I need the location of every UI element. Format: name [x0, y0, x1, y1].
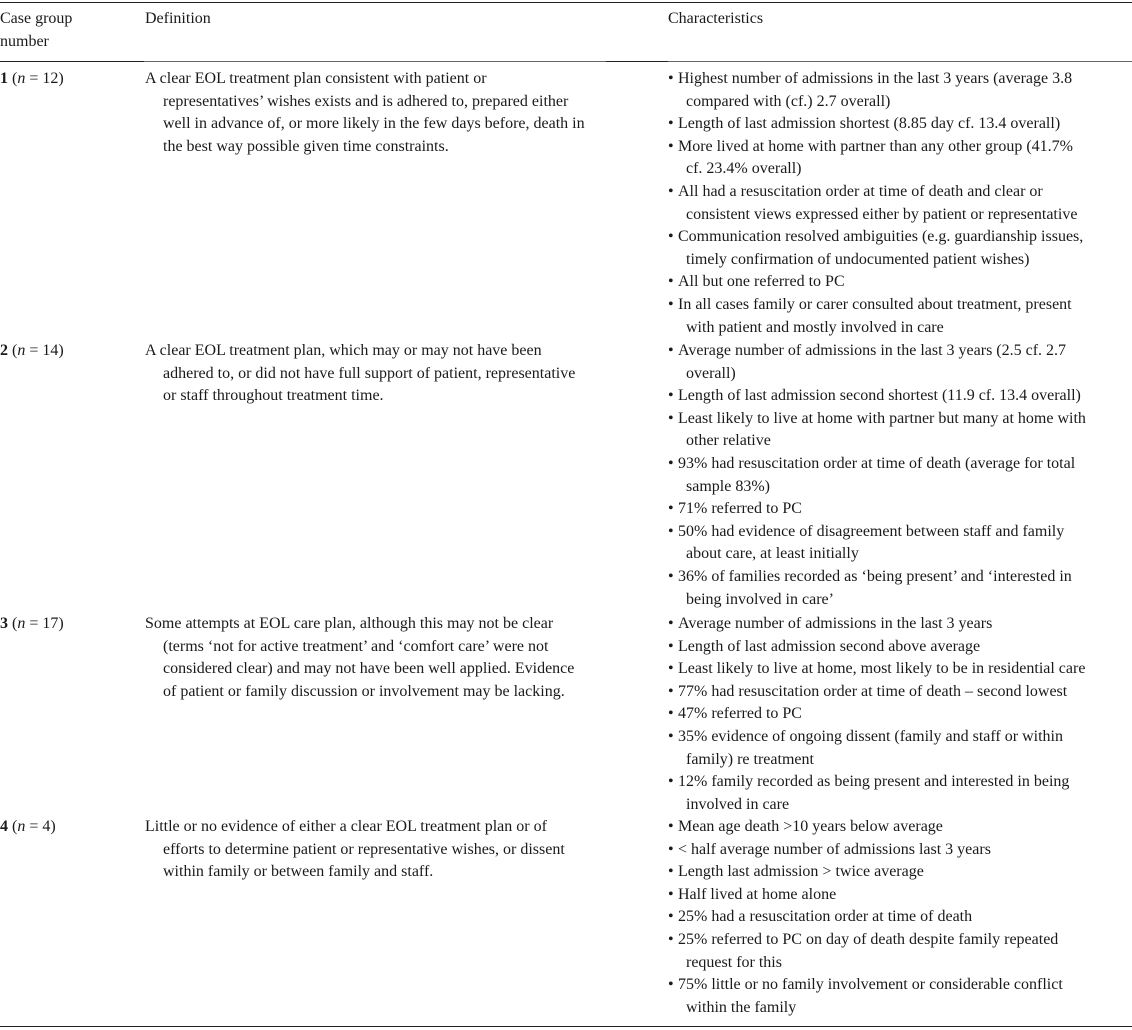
- characteristic-line: [668, 636, 1132, 659]
- characteristic-item: [668, 681, 1132, 704]
- characteristic-line: [668, 385, 1132, 408]
- bullet-icon: •: [668, 660, 674, 678]
- bullet-icon: •: [668, 342, 674, 359]
- bullet-icon: •: [668, 454, 674, 472]
- characteristic-item: [668, 385, 1132, 408]
- case-group-n-prefix: (: [8, 818, 18, 835]
- case-group-number: 3: [0, 615, 8, 632]
- characteristic-line: [668, 476, 1132, 499]
- characteristic-text: 36% of families recorded as ‘being present’ and ‘interested in: [678, 567, 1072, 585]
- characteristic-text: Length of last admission second above average: [678, 637, 981, 655]
- characteristic-item: [668, 771, 1132, 816]
- definition-line: A clear EOL treatment plan consistent with patient or: [145, 70, 487, 87]
- case-group-cell: [0, 816, 56, 839]
- characteristic-text: with patient and mostly involved in care: [686, 318, 944, 336]
- characteristic-line: [668, 294, 1132, 317]
- characteristic-item: [668, 884, 1132, 907]
- header-case-group: [0, 8, 120, 53]
- case-group-number: 1: [0, 70, 8, 87]
- characteristic-text: Half lived at home alone: [678, 885, 837, 903]
- bullet-icon: •: [668, 522, 674, 540]
- bullet-icon: •: [668, 773, 674, 791]
- characteristic-text: 47% referred to PC: [678, 705, 802, 723]
- characteristic-line: [668, 861, 1132, 884]
- characteristic-line: [668, 997, 1132, 1020]
- characteristic-text: overall): [686, 364, 736, 382]
- definition-line: or staff throughout treatment time.: [163, 387, 384, 405]
- characteristic-line: [668, 566, 1132, 589]
- definition-cell: [145, 68, 615, 158]
- bullet-icon: •: [668, 137, 674, 155]
- characteristic-line: [668, 794, 1132, 817]
- characteristic-item: [668, 294, 1132, 339]
- case-group-cell: [0, 68, 64, 91]
- characteristic-line: [668, 771, 1132, 794]
- characteristic-line: [668, 521, 1132, 544]
- bullet-icon: •: [668, 567, 674, 585]
- definition-line: considered clear) and may not have been well applied. Evidence: [163, 660, 575, 678]
- definition-cell: [145, 340, 615, 408]
- characteristic-text: All had a resuscitation order at time of death and clear or: [678, 182, 1043, 200]
- characteristics-cell: [668, 613, 1132, 816]
- characteristic-item: [668, 113, 1132, 136]
- table-top-rule: [0, 2, 1132, 3]
- characteristic-line: [668, 543, 1132, 566]
- bullet-icon: •: [668, 637, 674, 655]
- characteristic-item: [668, 340, 1132, 385]
- bullet-icon: •: [668, 273, 674, 291]
- characteristic-line: [668, 317, 1132, 340]
- definition-line: Some attempts at EOL care plan, although this may not be clear: [145, 615, 554, 632]
- characteristic-text: 93% had resuscitation order at time of death (average for total: [678, 454, 1076, 472]
- characteristic-line: [668, 929, 1132, 952]
- characteristic-item: [668, 906, 1132, 929]
- characteristic-text: involved in care: [686, 795, 790, 813]
- characteristic-text: within the family: [686, 998, 797, 1016]
- definition-line: Little or no evidence of either a clear EOL treatment plan or of: [145, 818, 547, 835]
- bullet-icon: •: [668, 727, 674, 745]
- characteristic-line: [668, 204, 1132, 227]
- characteristic-line: [668, 613, 1132, 636]
- characteristic-line: [668, 906, 1132, 929]
- characteristic-text: Least likely to live at home, most likely to be in residential care: [678, 660, 1086, 678]
- bullet-icon: •: [668, 840, 674, 858]
- characteristic-text: timely confirmation of undocumented patient wishes): [686, 250, 1030, 268]
- characteristic-line: [668, 703, 1132, 726]
- characteristic-text: sample 83%): [686, 477, 770, 495]
- case-group-number: 2: [0, 342, 8, 359]
- characteristic-text: Highest number of admissions in the last 3 years (average 3.8: [678, 70, 1073, 87]
- characteristic-line: [668, 430, 1132, 453]
- characteristic-text: Average number of admissions in the last 3 years (2.5 cf. 2.7: [678, 342, 1067, 359]
- characteristic-item: [668, 226, 1132, 271]
- characteristic-text: about care, at least initially: [686, 545, 859, 563]
- case-group-n-value: = 14): [25, 342, 64, 359]
- bullet-icon: •: [668, 115, 674, 133]
- characteristic-item: [668, 408, 1132, 453]
- definition-line: (terms ‘not for active treatment’ and ‘comfort care’ were not: [163, 637, 549, 655]
- characteristic-text: compared with (cf.) 2.7 overall): [686, 92, 891, 110]
- characteristic-text: Length of last admission shortest (8.85 day cf. 13.4 overall): [678, 115, 1061, 133]
- header-rule: [0, 61, 144, 62]
- characteristic-item: [668, 613, 1132, 636]
- characteristic-text: < half average number of admissions last 3 years: [678, 840, 991, 858]
- characteristic-line: [668, 498, 1132, 521]
- characteristic-line: [668, 363, 1132, 386]
- characteristic-item: [668, 974, 1132, 1019]
- characteristic-line: [668, 839, 1132, 862]
- characteristic-item: [668, 453, 1132, 498]
- characteristics-cell: [668, 816, 1132, 1019]
- bullet-icon: •: [668, 976, 674, 994]
- characteristic-item: [668, 498, 1132, 521]
- case-group-cell: [0, 340, 64, 363]
- characteristic-line: [668, 249, 1132, 272]
- case-group-number: 4: [0, 818, 8, 835]
- characteristic-item: [668, 521, 1132, 566]
- characteristic-text: 71% referred to PC: [678, 500, 802, 518]
- characteristic-line: [668, 749, 1132, 772]
- characteristic-line: [668, 884, 1132, 907]
- header-case-group-line2: number: [0, 32, 49, 50]
- characteristic-text: consistent views expressed either by patient or representative: [686, 205, 1078, 223]
- bullet-icon: •: [668, 500, 674, 518]
- case-group-n-prefix: (: [8, 615, 18, 632]
- characteristic-line: [668, 408, 1132, 431]
- characteristic-line: [668, 340, 1132, 363]
- characteristic-item: [668, 929, 1132, 974]
- characteristic-line: [668, 589, 1132, 612]
- definition-line: within family or between family and staff.: [163, 863, 434, 881]
- case-group-n-symbol: n: [17, 342, 26, 359]
- header-rule: [668, 61, 1132, 62]
- bullet-icon: •: [668, 818, 674, 835]
- characteristic-text: cf. 23.4% overall): [686, 160, 802, 178]
- characteristic-item: [668, 861, 1132, 884]
- characteristic-text: Communication resolved ambiguities (e.g. guardianship issues,: [678, 228, 1084, 246]
- case-group-n-value: = 4): [25, 818, 56, 835]
- characteristic-text: In all cases family or carer consulted about treatment, present: [678, 295, 1072, 313]
- bullet-icon: •: [668, 387, 674, 405]
- characteristic-text: 25% referred to PC on day of death despite family repeated: [678, 930, 1059, 948]
- characteristic-text: other relative: [686, 432, 771, 450]
- header-case-group-line1: Case group: [0, 10, 73, 27]
- definition-cell: [145, 613, 615, 703]
- bullet-icon: •: [668, 615, 674, 632]
- case-group-n-prefix: (: [8, 342, 18, 359]
- characteristic-line: [668, 113, 1132, 136]
- characteristic-item: [668, 68, 1132, 113]
- bullet-icon: •: [668, 409, 674, 427]
- table-bottom-rule: [0, 1026, 1132, 1027]
- characteristic-item: [668, 636, 1132, 659]
- characteristic-text: More lived at home with partner than any other group (41.7%: [678, 137, 1073, 155]
- definition-line: well in advance of, or more likely in the few days before, death in: [163, 115, 585, 133]
- characteristic-text: Length of last admission second shortest (11.9 cf. 13.4 overall): [678, 387, 1081, 405]
- definition-line: A clear EOL treatment plan, which may or may not have been: [145, 342, 542, 359]
- case-group-cell: [0, 613, 64, 636]
- characteristic-line: [668, 158, 1132, 181]
- characteristic-text: request for this: [686, 953, 782, 971]
- characteristic-line: [668, 271, 1132, 294]
- characteristic-line: [668, 136, 1132, 159]
- characteristic-line: [668, 952, 1132, 975]
- characteristic-line: [668, 453, 1132, 476]
- case-group-n-symbol: n: [17, 615, 26, 632]
- characteristic-text: Average number of admissions in the last 3 years: [678, 615, 993, 632]
- characteristic-text: 75% little or no family involvement or considerable conflict: [678, 976, 1063, 994]
- definition-line: the best way possible given time constraints.: [163, 137, 449, 155]
- characteristic-line: [668, 658, 1132, 681]
- case-group-n-prefix: (: [8, 70, 18, 87]
- bullet-icon: •: [668, 908, 674, 926]
- characteristic-item: [668, 839, 1132, 862]
- header-rule: [606, 61, 668, 62]
- characteristic-text: 35% evidence of ongoing dissent (family and staff or within: [678, 727, 1063, 745]
- characteristic-line: [668, 816, 1132, 839]
- characteristic-line: [668, 974, 1132, 997]
- definition-cell: [145, 816, 615, 884]
- characteristic-item: [668, 136, 1132, 181]
- definition-line: efforts to determine patient or representative wishes, or dissent: [163, 840, 565, 858]
- case-group-n-value: = 12): [25, 70, 64, 87]
- case-group-n-symbol: n: [17, 818, 26, 835]
- header-characteristics: Characteristics: [668, 10, 764, 27]
- characteristic-text: Least likely to live at home with partner but many at home with: [678, 409, 1086, 427]
- characteristic-text: 25% had a resuscitation order at time of death: [678, 908, 973, 926]
- characteristic-text: 77% had resuscitation order at time of death – second lowest: [678, 682, 1068, 700]
- characteristic-item: [668, 816, 1132, 839]
- characteristic-item: [668, 566, 1132, 611]
- characteristic-line: [668, 91, 1132, 114]
- characteristic-line: [668, 68, 1132, 91]
- bullet-icon: •: [668, 182, 674, 200]
- bullet-icon: •: [668, 863, 674, 881]
- characteristic-line: [668, 681, 1132, 704]
- bullet-icon: •: [668, 70, 674, 87]
- bullet-icon: •: [668, 705, 674, 723]
- characteristic-text: 12% family recorded as being present and interested in being: [678, 773, 1070, 791]
- bullet-icon: •: [668, 930, 674, 948]
- characteristic-text: Length last admission > twice average: [678, 863, 924, 881]
- definition-line: representatives’ wishes exists and is adhered to, prepared either: [163, 92, 569, 110]
- case-group-n-value: = 17): [25, 615, 64, 632]
- characteristic-item: [668, 271, 1132, 294]
- header-rule: [144, 61, 606, 62]
- definition-line: adhered to, or did not have full support of patient, representative: [163, 364, 576, 382]
- header-definition: Definition: [145, 10, 211, 27]
- bullet-icon: •: [668, 295, 674, 313]
- characteristics-cell: [668, 340, 1132, 611]
- characteristic-line: [668, 726, 1132, 749]
- characteristic-line: [668, 226, 1132, 249]
- bullet-icon: •: [668, 885, 674, 903]
- characteristic-text: 50% had evidence of disagreement between staff and family: [678, 522, 1065, 540]
- characteristic-item: [668, 181, 1132, 226]
- characteristic-item: [668, 726, 1132, 771]
- bullet-icon: •: [668, 682, 674, 700]
- bullet-icon: •: [668, 228, 674, 246]
- definition-line: of patient or family discussion or involvement may be lacking.: [163, 682, 565, 700]
- characteristic-text: All but one referred to PC: [678, 273, 845, 291]
- characteristic-item: [668, 703, 1132, 726]
- case-group-n-symbol: n: [17, 70, 26, 87]
- characteristic-text: being involved in care’: [686, 590, 834, 608]
- characteristic-text: family) re treatment: [686, 750, 814, 768]
- characteristic-line: [668, 181, 1132, 204]
- characteristic-item: [668, 658, 1132, 681]
- characteristic-text: Mean age death >10 years below average: [678, 818, 943, 835]
- characteristics-cell: [668, 68, 1132, 339]
